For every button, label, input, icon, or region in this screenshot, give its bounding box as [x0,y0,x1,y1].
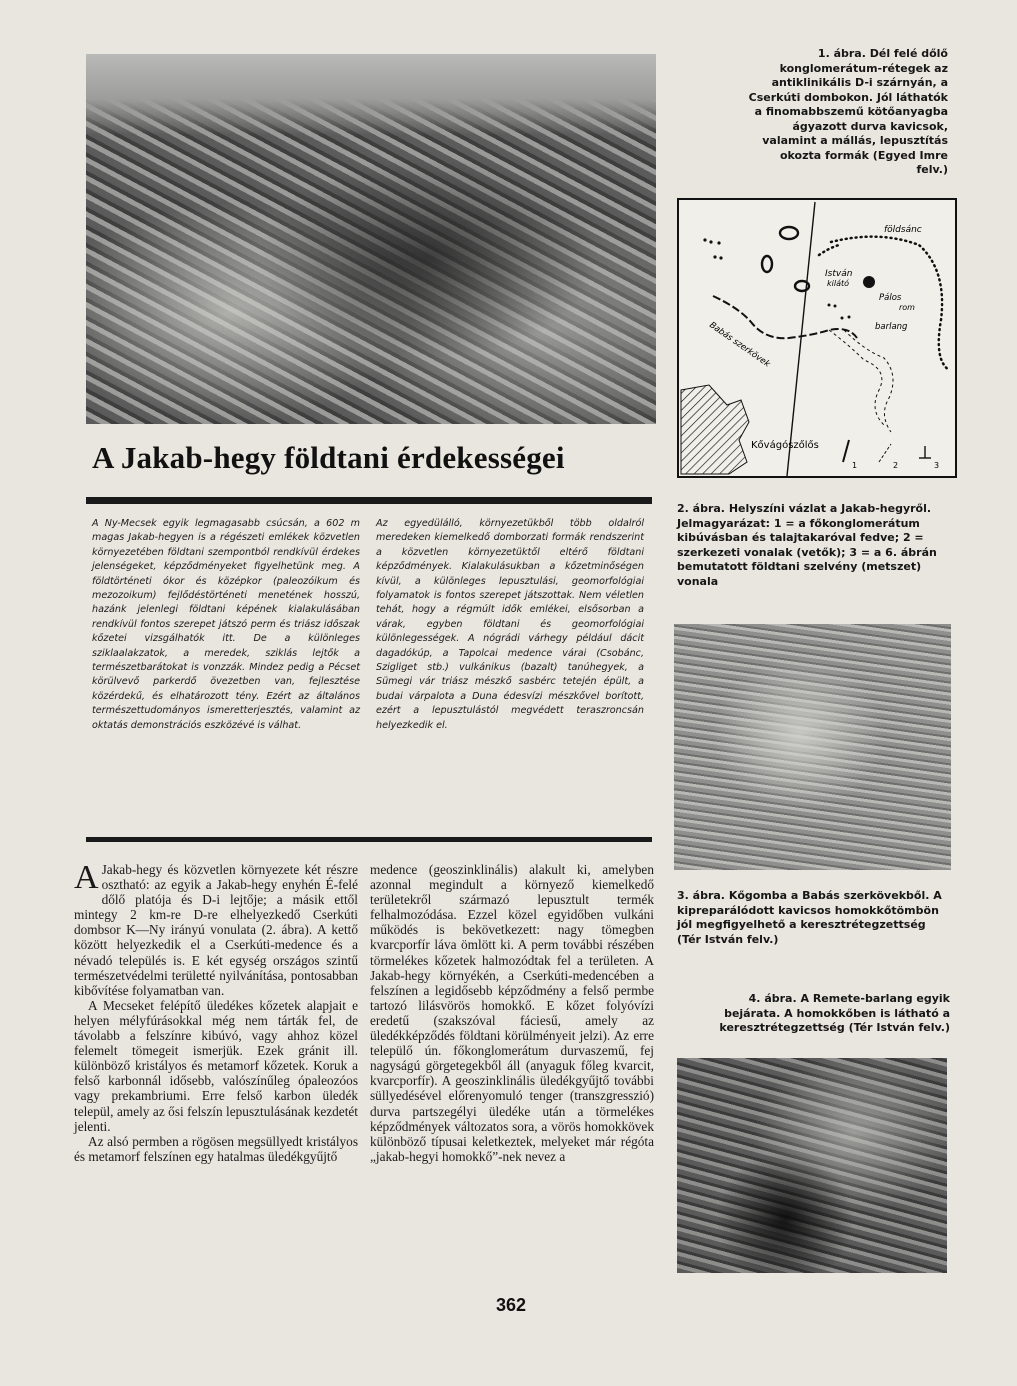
map-label-kilato: kilátó [827,279,850,288]
outcrop [762,256,772,272]
body-col-1 [74,859,358,1164]
lead-col-1: A Ny-Mecsek egyik legmagasabb csúcsán, a 602 m magas Jakab-hegyen is a régészeti emlékek közvetlen környezetében földtani szempontból rendkívül érdekes jelenségeket, képződményeket figyelhetünk meg. A földtörténeti ókor és középkor (paleozóikum és mezozoikum) fejlődéstörténeti menetének hosszú, hazánk jelenlegi földtani képének kialakulásában rendkívül fontos szerepet játszó perm és triász időszak kőzetei vizsgálhatók itt. De a különleges sziklaalakzatok, a meredek, sziklás lejtők a természetbarátokat is vonzzák. Mindez pedig a Pécset körülvevő parkerdő övezetben van, fejlesztése közérdekű, és elhatározott tény. Ezért az általános természettudományos ismeretterjesztés, valamint az oktatás demonstrációs eszközévé is válhat. [92,518,360,731]
outcrop [780,227,798,239]
earthwork-line [831,237,949,370]
map-legend [843,440,939,470]
title-rule [86,497,652,504]
body-paragraph: Az alsó permben a rögösen megsüllyedt kristályos és metamorf felszínen egy hatalmas üledékgyűjtő [74,1133,358,1164]
figure-1-caption: 1. ábra. Dél felé dőlő konglomerátum-rétegek az antiklinikális D-i szárnyán, a Cserkúti dombokon. Jól láthatók a finomabbszemű kötőanyagba ágyazott durva kavicsok, valamint a mállás, lepusztítás okozta formák (Egyed Imre felv.) [748,47,948,176]
body-paragraph: Jakab-hegy és közvetlen környezete két részre osztható: az egyik a Jakab-hegy enyhén É-felé dőlő platója és D-i lejtője; a másik ettől mintegy 2 km-re D-re elhelyezkedő Cserkúti dombsor K—Ny irányú vonulata (2. ábra). A kettő között helyezkedik el a Cserkúti-medence és a névadó település is. E két egység országos szintű természetvédelmi területté nyilvánítása, pontosabban kibővítése folyamatban van. [74,862,358,998]
map-label-palos: Pálos [879,293,902,303]
figure-2-map [677,198,957,478]
map-label-barlang: barlang [875,322,908,332]
map-drawing [679,200,955,476]
article-title: A Jakab-hegy földtani érdekességei [92,440,565,475]
figure-2-caption: 2. ábra. Helyszíni vázlat a Jakab-hegyről. Jelmagyarázat: 1 = a főkonglomerátum kibúvásban és talajtakaróval fedve; 2 = szerkezeti vonalak (vetők); 3 = a 6. ábrán bemutatott földtani szelvény (metszet) vonala [677,502,937,588]
north-line [787,202,815,476]
svg-text:2: 2 [893,461,899,470]
figure-3-photo [674,624,951,870]
figure-4-photo [677,1058,947,1273]
map-label-foldsanc: földsánc [884,225,922,235]
lead-rule [86,837,652,842]
page-number: 362 [496,1295,527,1315]
path-line [713,296,857,338]
drop-cap: A [74,859,99,896]
body-paragraph: medence (geoszinklinális) alakult ki, amelyben azonnal megindult a környező kiemelkedő területekről származó lepusztult termék felhalmozódása. Ezzel közel egyidőben vulkáni működés is bekövetkezett: nagy tömegben kvarcporfír láva ömlött ki. A perm további részében törmelékes kőzetek halmozódtak fel a területen. A Jakab-hegy környékén, a Cserkúti-medencében a felszínen a legidősebb képződmény a felső permbe tartozó lilásvörös homokkő. E kőzet folyóvízi eredetű (szakszóval fáciesű, amely az üledékképződés földtani körülményeit jelzi). Az erre települő ún. főkonglomerátum durvaszemű, fej nagyságú görgetegekből áll (anyaguk főleg kvarcit, kvarcporfír). A geoszinklinális üledékgyűjtő további süllyedésével előrenyomuló tenger (transzgresszió) durva partszegélyi üledéke után a törmelékes képződmények változatos sora, a vörös homokkövek különböző típusai keletkeztek, melyeket már régóta „jakab-hegyi homokkő”-nek nevez a [370,862,654,1164]
figure-4-caption: 4. ábra. A Remete-barlang egyik bejárata. A homokkőben is látható a keresztrétegzettség (Tér István felv.) [719,992,950,1034]
body-paragraph: A Mecseket felépítő üledékes kőzetek alapjait e helyen mélyfúrásokkal még nem tárták fel, de távolabb a felszínre kibúvó, vagy ahhoz közel felemelt tömegeit ismerjük. Ezek gránit ill. különböző kristályos és metamorf kőzetek. Koruk a felső karbonnál idősebb, valószínűleg ópaleozóos vagy prekambriumi. Erre felső karbon üledék települ, amely az ősi felszín lepusztulásának kezdetét jelenti. [74,997,358,1134]
svg-text:3: 3 [934,461,940,470]
svg-text:1: 1 [852,461,858,470]
map-label-rom: rom [899,303,915,312]
body-col-2 [370,862,654,1164]
map-label-istvan: István [825,269,853,279]
figure-1-photo [86,54,656,424]
map-label-babas: Babás szerkövek [707,320,772,370]
map-label-kovago: Kővágószőlős [751,440,819,451]
lead-col-2: Az egyedülálló, környezetükből több oldalról meredeken kiemelkedő domborzati formák rendszerint a közvetlen környezetüktől eltérő földtani képződmények. Kialakulásukban a kőzetminőségen kívül, a különleges lepusztulási, geomorfológiai folyamatok is fontos szerepet játszottak. Nem véletlen tehát, hogy a régmúlt idők emlékei, elsősorban a várak, egyben földtani és geomorfológiai különlegességek. A nógrádi várhegy például dácit dagadókúp, a Tapolcai medence várai (Csobánc, Szigliget stb.) vulkánikus (bazalt) tanúhegyek, a Sümegi vár triász mészkő sasbérc tetején épült, a budai várpalota a Duna édesvízi mészkővel borított, ezért a lepusztulástól megvédett teraszroncsán helyezkedik el. [376,518,644,731]
village-area [681,385,749,474]
figure-3-caption: 3. ábra. Kőgomba a Babás szerkövekből. A kipreparálódott kavicsos homokkőtömbön jól megfigyelhető a keresztrétegzettség (Tér István felv.) [677,889,942,946]
ruin-mark [863,276,875,288]
